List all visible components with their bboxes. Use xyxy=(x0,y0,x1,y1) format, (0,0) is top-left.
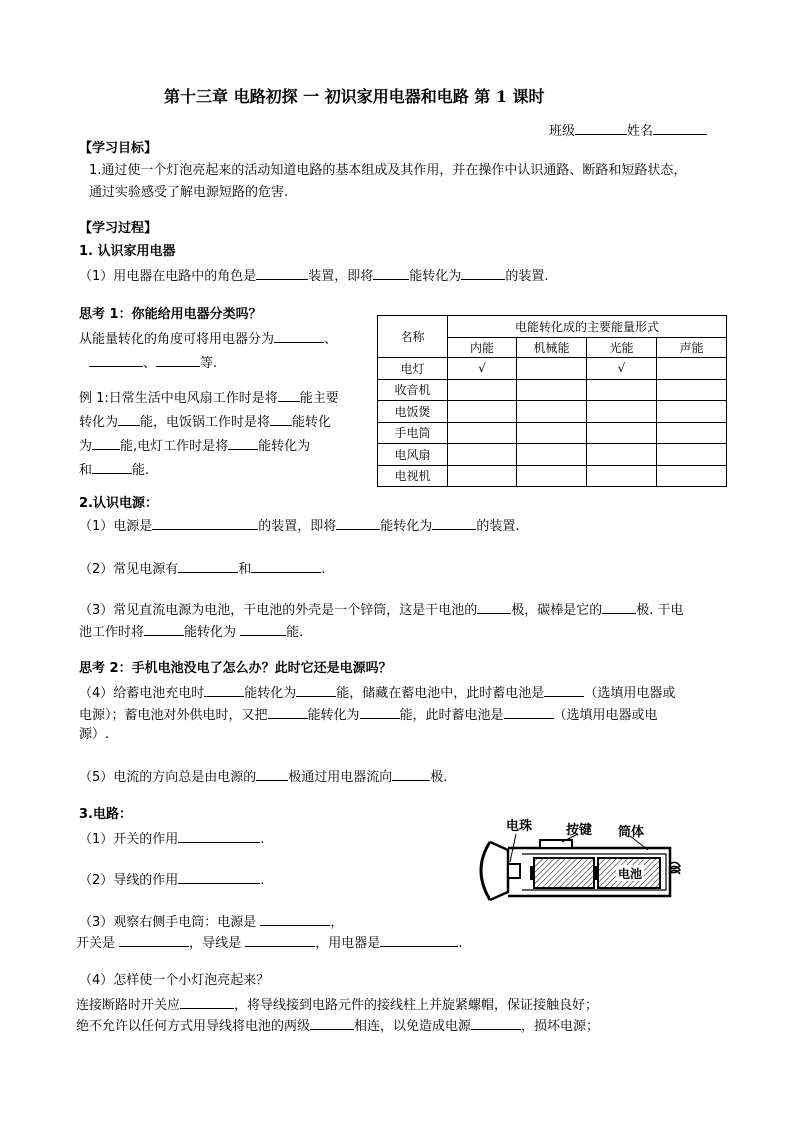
s3-question-3-line-2: 开关是 ，导线是 ，用电器是 . xyxy=(76,936,463,951)
table-cell[interactable] xyxy=(657,379,727,401)
class-name-line xyxy=(549,122,707,138)
column-header: 内能 xyxy=(448,338,517,358)
answer-blank[interactable] xyxy=(270,413,292,426)
flashlight-figure xyxy=(470,818,690,914)
table-cell[interactable]: √ xyxy=(587,358,657,380)
answer-blank[interactable] xyxy=(260,913,330,926)
answer-blank[interactable] xyxy=(392,768,430,781)
answer-blank[interactable] xyxy=(373,267,409,280)
switch-key-shape xyxy=(540,840,572,848)
example-1-line-1: 例 1:日常生活中电风扇工作时是将 能主要 xyxy=(79,391,339,406)
s2-question-4-line-2: 电源）；蓄电池对外供电时，又把 能转化为 能，此时蓄电池是 （选填用电器或电 xyxy=(79,708,658,723)
answer-blank[interactable] xyxy=(228,437,258,450)
row-name: 电视机 xyxy=(378,465,448,487)
think-1-line-1: 从能量转化的角度可将用电器分为 、 xyxy=(79,332,338,347)
answer-blank[interactable] xyxy=(178,560,238,573)
answer-blank[interactable] xyxy=(471,1017,521,1030)
think-2-heading: 思考 2：手机电池没电了怎么办？此时它还是电源吗？ xyxy=(79,661,392,676)
s3-question-4-line-1: 连接断路时开关应 ，将导线接到电路元件的接线柱上并旋紧螺帽，保证接触良好； xyxy=(76,998,599,1013)
answer-blank[interactable] xyxy=(144,623,184,636)
s2-question-3-line-1: （3）常见直流电源为电池，干电池的外壳是一个锌筒，这是干电池的 极，碳棒是它的 极. 干电 xyxy=(79,603,684,618)
table-row xyxy=(378,422,727,444)
reflector-shape xyxy=(490,842,508,900)
think-1-heading: 思考 1：你能给用电器分类吗？ xyxy=(79,307,262,322)
class-label: 班级 xyxy=(549,124,576,139)
process-heading: 【学习过程】 xyxy=(79,221,158,236)
spring-shape xyxy=(670,862,680,874)
answer-blank[interactable] xyxy=(278,389,300,402)
table-row xyxy=(378,401,727,423)
answer-blank[interactable] xyxy=(240,623,286,636)
table-cell[interactable] xyxy=(517,444,587,466)
example-1-line-3: 为 能,电灯工作时是将 能转化为 xyxy=(79,439,311,454)
answer-blank[interactable] xyxy=(504,706,554,719)
answer-blank[interactable] xyxy=(310,1017,354,1030)
table-cell[interactable] xyxy=(517,401,587,423)
answer-blank[interactable] xyxy=(256,768,288,781)
table-cell[interactable] xyxy=(587,465,657,487)
table-cell[interactable] xyxy=(657,401,727,423)
answer-blank[interactable] xyxy=(152,517,258,530)
answer-blank[interactable] xyxy=(461,267,505,280)
answer-blank[interactable] xyxy=(432,517,476,530)
table-cell[interactable] xyxy=(448,379,517,401)
s3-question-4-line-2: 绝不允许以任何方式用导线将电池的两级 相连，以免造成电源 ，损坏电源； xyxy=(76,1019,600,1034)
goals-line-2: 通过实验感受了解电源短路的危害. xyxy=(89,185,289,200)
s2-question-3-line-2: 池工作时将 能转化为 能. xyxy=(79,625,304,640)
table-cell[interactable] xyxy=(587,379,657,401)
table-row xyxy=(378,444,727,466)
section-1-heading: 1. 认识家用电器 xyxy=(79,244,176,259)
row-name: 电风扇 xyxy=(378,444,448,466)
table-cell[interactable] xyxy=(517,465,587,487)
table-cell[interactable] xyxy=(587,422,657,444)
table-cell[interactable]: √ xyxy=(448,358,517,380)
answer-blank[interactable] xyxy=(477,601,511,614)
s2-question-5: （5）电流的方向总是由电源的 极通过用电器流向 极. xyxy=(79,770,448,785)
label-bulb: 电珠 xyxy=(506,819,533,834)
s2-question-4-line-3: 源）. xyxy=(79,727,110,742)
answer-blank[interactable] xyxy=(380,934,458,947)
table-cell[interactable] xyxy=(448,422,517,444)
label-key: 按键 xyxy=(566,823,593,838)
example-1-line-2: 转化为 能，电饭锅工作时是将 能转化 xyxy=(79,415,332,430)
answer-blank[interactable] xyxy=(178,871,260,884)
column-header: 声能 xyxy=(657,338,727,358)
table-row xyxy=(378,379,727,401)
answer-blank[interactable] xyxy=(92,461,132,474)
answer-blank[interactable] xyxy=(204,684,244,697)
table-cell[interactable] xyxy=(657,444,727,466)
row-name: 收音机 xyxy=(378,379,448,401)
answer-blank[interactable] xyxy=(156,354,200,367)
example-1-line-4: 和 能. xyxy=(79,463,150,478)
table-row xyxy=(378,358,727,380)
s1-question-1: （1）用电器在电路中的角色是 装置，即将 能转化为 的装置. xyxy=(79,269,549,284)
answer-blank[interactable] xyxy=(89,354,143,367)
section-2-heading: 2.认识电源： xyxy=(79,496,158,511)
table-cell[interactable] xyxy=(657,422,727,444)
class-blank[interactable] xyxy=(575,122,627,135)
answer-blank[interactable] xyxy=(602,601,636,614)
answer-blank[interactable] xyxy=(268,706,308,719)
table-cell[interactable] xyxy=(517,422,587,444)
s2-question-1: （1）电源是 的装置，即将 能转化为 的装置. xyxy=(79,519,520,534)
goals-heading: 【学习目标】 xyxy=(79,141,158,156)
name-blank[interactable] xyxy=(653,122,707,135)
table-group-header: 电能转化成的主要能量形式 xyxy=(448,316,727,338)
answer-blank[interactable] xyxy=(544,684,584,697)
answer-blank[interactable] xyxy=(251,560,321,573)
s2-question-2: （2）常见电源有 和 . xyxy=(79,562,326,577)
column-header: 机械能 xyxy=(517,338,587,358)
answer-blank[interactable] xyxy=(256,267,308,280)
answer-blank[interactable] xyxy=(245,934,315,947)
answer-blank[interactable] xyxy=(336,517,380,530)
answer-blank[interactable] xyxy=(119,934,189,947)
row-name: 电饭煲 xyxy=(378,401,448,423)
label-body: 筒体 xyxy=(618,825,645,840)
think-1-line-2: 、 等. xyxy=(89,354,217,370)
s2-question-4-line-1: （4）给蓄电池充电时 能转化为 能，储藏在蓄电池中，此时蓄电池是 （选填用电器或 xyxy=(79,686,676,701)
page-title: 第十三章 电路初探 一 初识家用电器和电路 第 1 课时 xyxy=(164,87,545,106)
table-corner: 名称 xyxy=(378,316,448,358)
answer-blank[interactable] xyxy=(274,330,324,343)
section-3-heading: 3.电路： xyxy=(79,807,132,822)
row-name: 电灯 xyxy=(378,358,448,380)
answer-blank[interactable] xyxy=(296,684,336,697)
table-cell[interactable] xyxy=(448,444,517,466)
row-name: 手电筒 xyxy=(378,422,448,444)
answer-blank[interactable] xyxy=(178,830,260,843)
s3-question-2: （2）导线的作用 . xyxy=(79,873,265,888)
column-header: 光能 xyxy=(587,338,657,358)
energy-conversion-table xyxy=(377,315,727,487)
s3-question-1: （1）开关的作用 . xyxy=(79,832,265,847)
lens-shape xyxy=(481,842,490,900)
answer-blank[interactable] xyxy=(360,706,400,719)
answer-blank[interactable] xyxy=(92,437,120,450)
table-cell[interactable] xyxy=(448,465,517,487)
table-cell[interactable] xyxy=(587,401,657,423)
answer-blank[interactable] xyxy=(180,996,234,1009)
bulb-shape xyxy=(508,864,520,878)
table-cell[interactable] xyxy=(657,358,727,380)
table-cell[interactable] xyxy=(517,379,587,401)
battery-label: 电池 xyxy=(617,867,643,881)
table-row xyxy=(378,465,727,487)
table-cell[interactable] xyxy=(587,444,657,466)
name-label: 姓名 xyxy=(627,124,654,139)
table-cell[interactable] xyxy=(448,401,517,423)
answer-blank[interactable] xyxy=(118,413,140,426)
s3-question-4: （4）怎样使一个小灯泡亮起来？ xyxy=(79,973,270,988)
goals-line-1: 1.通过使一个灯泡亮起来的活动知道电路的基本组成及其作用，并在操作中认识通路、断路和短路状态， xyxy=(89,163,687,178)
s3-question-3-line-1: （3）观察右侧手电筒：电源是 ， xyxy=(79,915,344,930)
battery-1-shape xyxy=(534,858,594,888)
table-cell[interactable] xyxy=(657,465,727,487)
table-cell[interactable] xyxy=(517,358,587,380)
